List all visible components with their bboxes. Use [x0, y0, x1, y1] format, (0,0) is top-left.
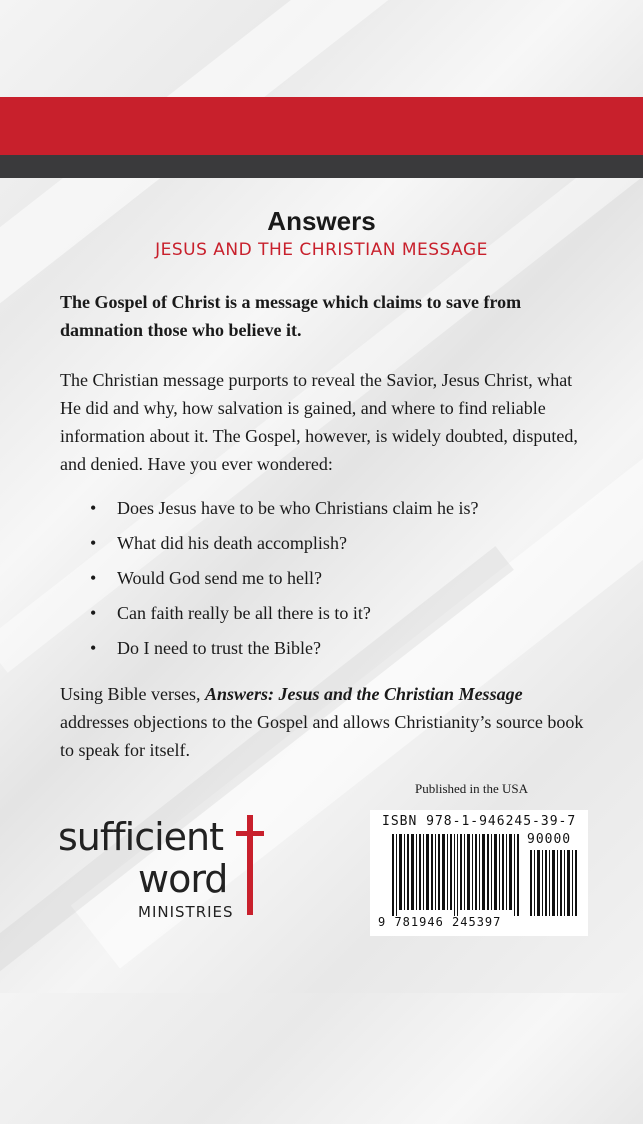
- barcode-digits: 9 781946 245397: [378, 915, 502, 929]
- dark-header-band: [0, 155, 643, 178]
- closing-paragraph: [60, 680, 590, 764]
- bullet-icon: •: [90, 533, 97, 553]
- question-text: Do I need to trust the Bible?: [117, 638, 321, 658]
- bullet-icon: •: [90, 638, 97, 658]
- list-item: [90, 634, 590, 662]
- isbn-label: ISBN 978-1-946245-39-7: [382, 814, 577, 829]
- cross-icon: [236, 815, 264, 915]
- list-item: [90, 599, 590, 627]
- back-cover-text: [60, 288, 590, 780]
- barcode-addon-bars: [530, 850, 580, 916]
- list-item: [90, 494, 590, 522]
- bullet-icon: •: [90, 603, 97, 623]
- logo-word-word: word: [138, 857, 228, 901]
- isbn-barcode: [370, 810, 588, 936]
- book-title: Answers: [267, 206, 376, 236]
- question-text: Can faith really be all there is to it?: [117, 603, 371, 623]
- list-item: [90, 529, 590, 557]
- question-list: [60, 494, 590, 662]
- barcode-bars: [392, 834, 522, 916]
- book-subtitle: JESUS AND THE CHRISTIAN MESSAGE: [155, 240, 488, 260]
- logo-word-sufficient: sufficient: [58, 815, 224, 859]
- question-text: What did his death accomplish?: [117, 533, 347, 553]
- intro-paragraph: The Christian message purports to reveal the Savior, Jesus Christ, what He did and why, how salvation is gained, and where to find reliable information about it. The Gospel, however, is widely doubted, disputed, and denied. Have you ever wondered:: [60, 370, 578, 474]
- lead-paragraph: The Gospel of Christ is a message which claims to save from damnation those who believe it.: [60, 292, 522, 340]
- closing-prefix: Using Bible verses,: [60, 684, 205, 704]
- book-title-reference: Answers: Jesus and the Christian Message: [204, 684, 523, 704]
- published-note: Published in the USA: [415, 781, 529, 796]
- bullet-icon: •: [90, 568, 97, 588]
- question-text: Does Jesus have to be who Christians claim he is?: [117, 498, 479, 518]
- logo-word-ministries: MINISTRIES: [138, 903, 234, 921]
- barcode-addon-number: 90000: [527, 832, 572, 847]
- closing-suffix: addresses objections to the Gospel and allows Christianity’s source book to speak for itself.: [60, 712, 584, 760]
- red-header-band: [0, 97, 643, 155]
- question-text: Would God send me to hell?: [117, 568, 323, 588]
- list-item: [90, 564, 590, 592]
- publisher-logo: [58, 815, 258, 945]
- bullet-icon: •: [90, 498, 97, 518]
